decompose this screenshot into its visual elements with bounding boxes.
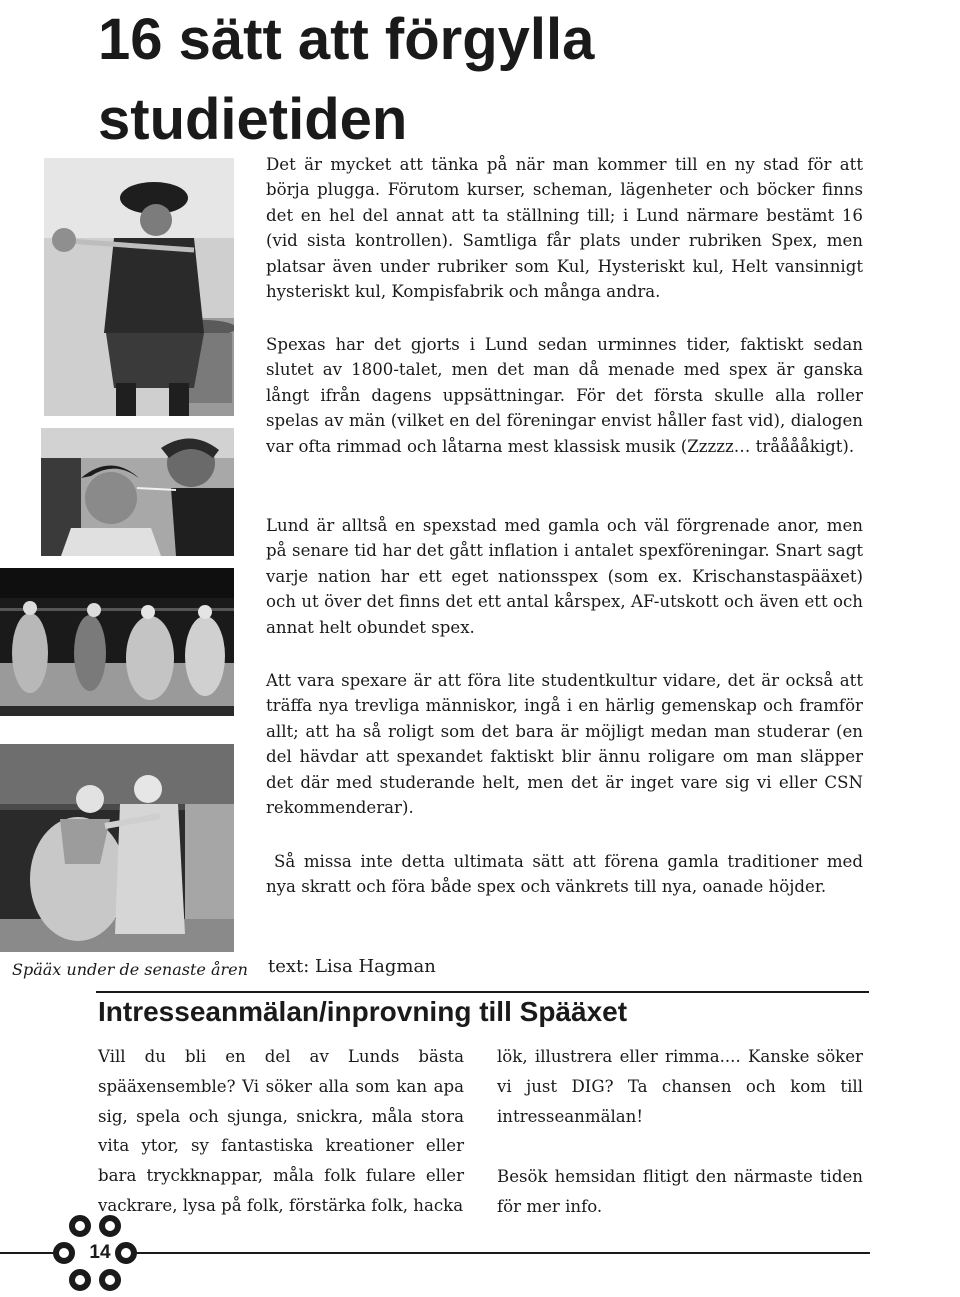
photo-stage-costumes: [0, 744, 234, 952]
box-left-column: Vill du bli en del av Lunds bästa spääxensemble? Vi söker alla som kan apa sig, spela och sjunga, snickra, måla stora vita ytor, sy fantastiska kreationer eller bara tryckknappar, måla folk fulare eller vackrare, lysa på folk, förstärka folk, hacka: [98, 1047, 464, 1215]
box-right-column-p2: Besök hemsidan flitigt den närmaste tiden för mer info.: [497, 1167, 863, 1216]
article-paragraph-1: Det är mycket att tänka på när man kommer till en ny stad för att börja plugga. Förutom kurser, scheman, lägenheter och böcker finns det en hel del annat att ta ställning till; i Lund närmare bestämt 16 (vid sista kontrollen). Samtliga får plats under rubriken Spex, men platsar även under rubriker som Kul, Hysteriskt kul, Helt vansinnigt hysteriskt kul, Kompisfabrik och många andra.: [266, 155, 863, 302]
box-heading: Intresseanmälan/inprovning till Spääxet: [98, 996, 628, 1027]
article-paragraph-4: Att vara spexare är att föra lite studentkultur vidare, det är också att träffa nya trevliga människor, ingå i en härlig gemenskap och framför allt; att ha så roligt som det bara är möjligt medan man studerar (en del hävdar att spexandet faktiskt blir ännu roligare om man släpper det där med studerande helt, men det är inget vare sig vi eller CSN rekommenderar).: [266, 671, 863, 818]
photo-caption: Spääx under de senaste åren: [12, 960, 248, 979]
article-title: [98, 0, 594, 160]
byline: text: Lisa Hagman: [268, 956, 436, 977]
footer-rule-right: [134, 1252, 870, 1254]
title-line-2: studietiden: [98, 87, 408, 152]
article-paragraph-3: Lund är alltså en spexstad med gamla och väl förgrenade anor, men på senare tid har det gått inflation i antalet spexföreningar. Snart sagt varje nation har ett eget nationsspex (som ex. Krischanstaspääxet) och ut över det finns det ett antal kårspex, AF-utskott och även ett och annat helt obundet spex.: [266, 516, 863, 637]
footer-rule-left: [0, 1252, 58, 1254]
photo-makeup: [41, 428, 234, 556]
article-paragraph-5: Så missa inte detta ultimata sätt att förena gamla traditioner med nya skratt och föra både spex och vänkrets till nya, oanade höjder.: [266, 852, 863, 897]
photo-actor-with-sword: [44, 158, 234, 416]
title-line-1: 16 sätt att förgylla: [98, 7, 595, 72]
box-right-column-p1: lök, illustrera eller rimma.... Kanske söker vi just DIG? Ta chansen och kom till intresseanmälan!: [497, 1047, 863, 1126]
page-number: 14: [89, 1242, 111, 1263]
photo-stage-dance: [0, 568, 234, 716]
article-paragraph-2: Spexas har det gjorts i Lund sedan urminnes tider, faktiskt sedan slutet av 1800-talet, men det man då menade med spex är ganska långt ifrån dagens uppsättningar. För det första skulle alla roller spelas av män (vilket en del föreningar envist håller fast vid), dialogen var ofta rimmad och låtarna mest klassisk musik (Zzzzz… trååååkigt).: [266, 335, 863, 456]
